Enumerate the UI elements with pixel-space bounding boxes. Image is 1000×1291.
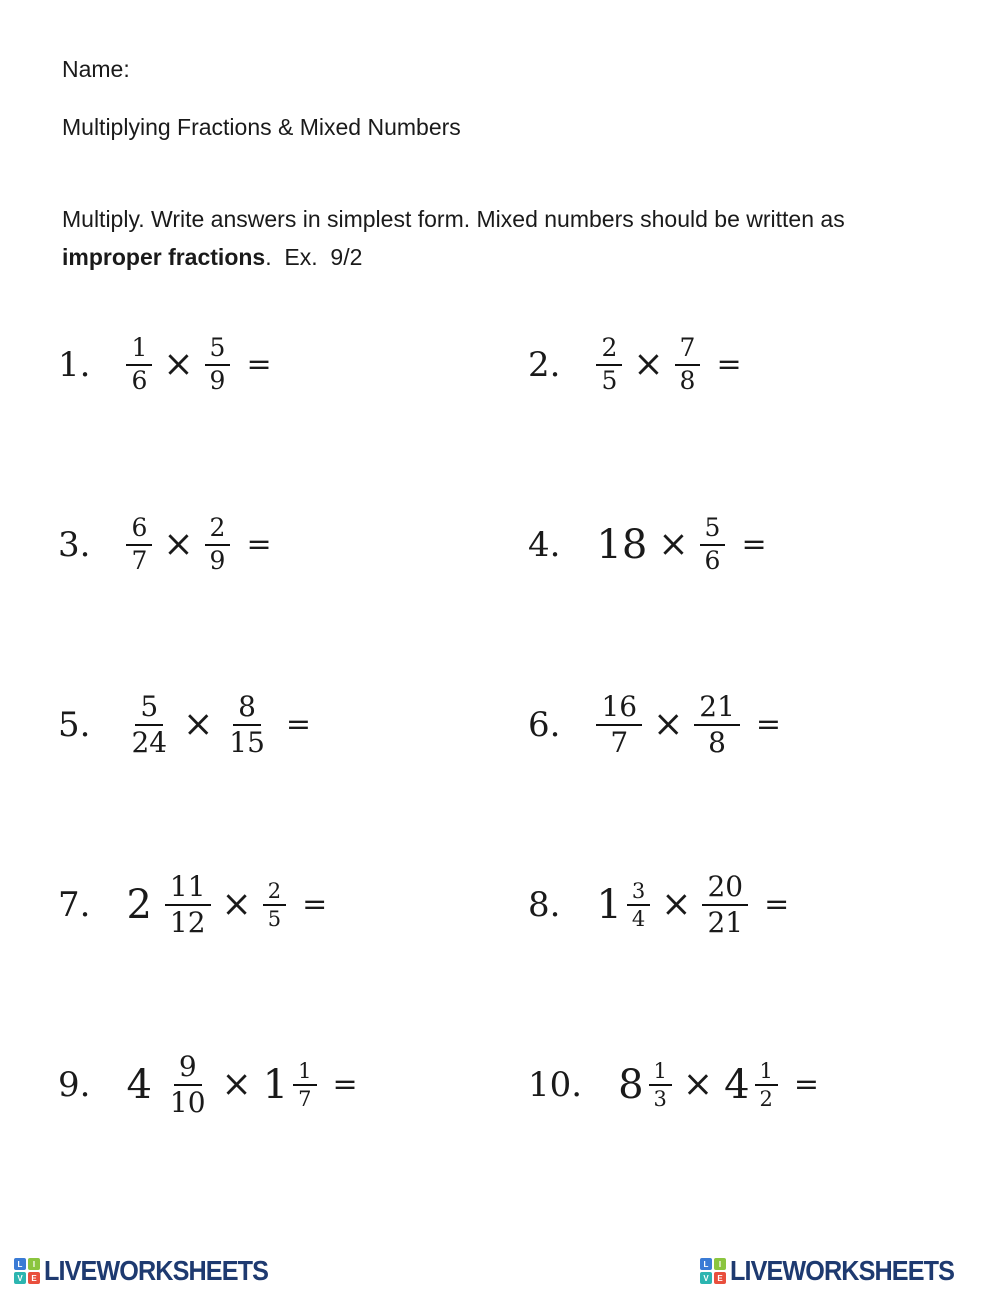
problem-2-operand-a-denominator: 5 (601, 366, 618, 395)
problem-7-operand-a-whole: 2 (126, 882, 152, 928)
problem-4-number: 4. (528, 525, 561, 565)
problem-10-operand-b-numerator: 1 (755, 1059, 778, 1086)
problem-8-operand-a-whole: 1 (596, 882, 622, 928)
equals-sign: = (246, 347, 272, 382)
problem-1-operand-a-fraction (126, 334, 152, 396)
problem-5-operand-a-denominator: 24 (131, 726, 168, 759)
problem-4-expression (596, 514, 766, 576)
multiply-icon: × (653, 704, 684, 745)
problem-8-operand-a-numerator: 3 (627, 879, 650, 906)
problem-2 (500, 275, 1000, 455)
problem-9-operand-b-fraction (293, 1059, 316, 1111)
logo-square-v: V (700, 1272, 712, 1284)
problem-8 (500, 815, 1000, 995)
problem-1-operand-a-denominator: 6 (131, 366, 148, 395)
problem-7-expression (126, 871, 327, 939)
problem-3 (0, 455, 500, 635)
multiply-icon: × (163, 524, 194, 565)
logo-square-i: I (714, 1258, 726, 1270)
problem-10-operand-a-denominator: 3 (653, 1087, 667, 1111)
problem-3-operand-b-fraction (205, 514, 231, 576)
problem-9-operand-a-denominator: 10 (169, 1086, 206, 1119)
problem-7-operand-b-fraction (263, 879, 286, 931)
problem-1-operand-b-denominator: 9 (209, 366, 226, 395)
worksheet-title: Multiplying Fractions & Mixed Numbers (62, 114, 461, 140)
problem-5-expression (126, 691, 311, 759)
equals-sign: = (285, 707, 312, 742)
problem-4 (500, 455, 1000, 635)
liveworksheets-logo-left (14, 1255, 293, 1287)
problem-6-operand-a-denominator: 7 (610, 726, 629, 759)
problem-1-operand-a-numerator: 1 (126, 334, 152, 366)
problem-3-operand-b-denominator: 9 (209, 546, 226, 575)
problem-2-operand-a-numerator: 2 (596, 334, 622, 366)
problem-8-expression (596, 871, 789, 939)
problem-1-operand-b-numerator: 5 (205, 334, 231, 366)
logo-square-i: I (28, 1258, 40, 1270)
problem-7-number: 7. (58, 885, 91, 925)
problem-6-operand-b-fraction (694, 691, 740, 759)
logo-square-l: L (700, 1258, 712, 1270)
problem-6-expression (596, 691, 781, 759)
problem-7-operand-b-denominator: 5 (267, 907, 282, 931)
equals-sign: = (332, 1067, 358, 1102)
problem-10-operand-b-whole: 4 (724, 1062, 750, 1108)
problem-8-operand-b-numerator: 20 (702, 871, 748, 906)
problem-8-operand-a-denominator: 4 (631, 907, 646, 931)
instructions-part2: . Ex. 9/2 (265, 244, 363, 271)
equals-sign: = (764, 887, 790, 922)
problem-7-operand-a-fraction (165, 871, 211, 939)
problem-3-operand-a-denominator: 7 (131, 546, 148, 575)
equals-sign: = (716, 347, 742, 382)
problem-10-operand-b-denominator: 2 (759, 1087, 773, 1111)
problem-7-operand-a-numerator: 11 (165, 871, 211, 906)
problem-7 (0, 815, 500, 995)
instructions-part1: Multiply. Write answers in simplest form. Mixed numbers should be written as (62, 206, 852, 232)
liveworksheets-icon (700, 1258, 726, 1284)
problem-1-expression (126, 334, 271, 396)
multiply-icon: × (682, 1064, 714, 1105)
problem-5 (0, 635, 500, 815)
problem-6-operand-b-numerator: 21 (694, 691, 740, 726)
problem-9-operand-b-numerator: 1 (293, 1059, 316, 1086)
multiply-icon: × (221, 1064, 252, 1105)
logo-square-e: E (714, 1272, 726, 1284)
problem-5-operand-a-fraction (126, 691, 172, 759)
problem-7-operand-b-numerator: 2 (263, 879, 286, 906)
problem-9-operand-a-numerator: 9 (174, 1051, 202, 1086)
logo-square-v: V (14, 1272, 26, 1284)
name-label: Name: (62, 56, 130, 82)
problem-4-operand-b-fraction (700, 514, 726, 576)
liveworksheets-wordmark: LIVEWORKSHEETS (44, 1255, 269, 1286)
equals-sign: = (793, 1067, 820, 1102)
problem-10 (500, 995, 1000, 1175)
problem-8-number: 8. (528, 885, 561, 925)
problem-9-operand-b-denominator: 7 (298, 1087, 312, 1111)
problem-6-number: 6. (528, 705, 561, 745)
problem-1-number: 1. (58, 345, 91, 385)
problem-1-operand-b-fraction (205, 334, 231, 396)
logo-square-l: L (14, 1258, 26, 1270)
equals-sign: = (741, 527, 767, 562)
problem-6-operand-b-denominator: 8 (708, 726, 726, 759)
problem-9-number: 9. (58, 1065, 91, 1105)
problem-1 (0, 275, 500, 455)
problem-7-operand-a-denominator: 12 (169, 906, 206, 939)
multiply-icon: × (163, 344, 194, 385)
problem-5-operand-b-numerator: 8 (233, 691, 261, 726)
problem-5-operand-b-denominator: 15 (229, 726, 265, 759)
instructions-bold: improper fractions (62, 244, 266, 271)
problem-2-operand-b-fraction (675, 334, 701, 396)
problem-3-expression (126, 514, 271, 576)
problem-6 (500, 635, 1000, 815)
problem-6-operand-a-numerator: 16 (596, 691, 642, 726)
problem-3-operand-a-numerator: 6 (126, 514, 152, 546)
problem-2-number: 2. (528, 345, 561, 385)
problem-10-number: 10. (528, 1065, 583, 1105)
problem-4-operand-b-numerator: 5 (700, 514, 726, 546)
problem-8-operand-b-denominator: 21 (707, 906, 744, 939)
problem-8-operand-b-fraction (702, 871, 748, 939)
problem-6-operand-a-fraction (596, 691, 642, 759)
multiply-icon: × (183, 704, 214, 745)
problem-9-operand-a-fraction (165, 1051, 211, 1119)
problem-5-operand-b-fraction (224, 691, 270, 759)
liveworksheets-wordmark: LIVEWORKSHEETS (730, 1255, 955, 1286)
problem-10-operand-a-numerator: 1 (649, 1059, 672, 1086)
problem-5-number: 5. (58, 705, 91, 745)
liveworksheets-icon (14, 1258, 40, 1284)
logo-square-e: E (28, 1272, 40, 1284)
problem-3-number: 3. (58, 525, 91, 565)
problem-10-operand-a-fraction (649, 1059, 672, 1111)
equals-sign: = (302, 887, 328, 922)
problem-9 (0, 995, 500, 1175)
problem-9-operand-b-whole: 1 (262, 1062, 289, 1108)
problem-9-operand-a-whole: 4 (126, 1062, 152, 1108)
problem-4-operand-a-whole: 18 (596, 522, 648, 568)
problem-10-expression (618, 1059, 819, 1111)
problem-3-operand-a-fraction (126, 514, 152, 576)
problem-9-expression (126, 1051, 357, 1119)
problem-4-operand-b-denominator: 6 (704, 546, 721, 575)
multiply-icon: × (221, 884, 252, 925)
equals-sign: = (246, 527, 272, 562)
liveworksheets-logo-right (700, 1255, 979, 1287)
problem-2-operand-b-denominator: 8 (679, 366, 696, 395)
problem-10-operand-b-fraction (755, 1059, 778, 1111)
multiply-icon: × (658, 524, 689, 565)
problems-grid (0, 275, 1000, 1175)
problem-10-operand-a-whole: 8 (618, 1062, 644, 1108)
problem-3-operand-b-numerator: 2 (205, 514, 231, 546)
problem-8-operand-a-fraction (627, 879, 650, 931)
problem-2-operand-a-fraction (596, 334, 622, 396)
multiply-icon: × (661, 884, 692, 925)
instructions (62, 200, 897, 277)
multiply-icon: × (633, 344, 664, 385)
problem-2-operand-b-numerator: 7 (675, 334, 701, 366)
problem-2-expression (596, 334, 741, 396)
problem-5-operand-a-numerator: 5 (135, 691, 163, 726)
equals-sign: = (755, 707, 782, 742)
